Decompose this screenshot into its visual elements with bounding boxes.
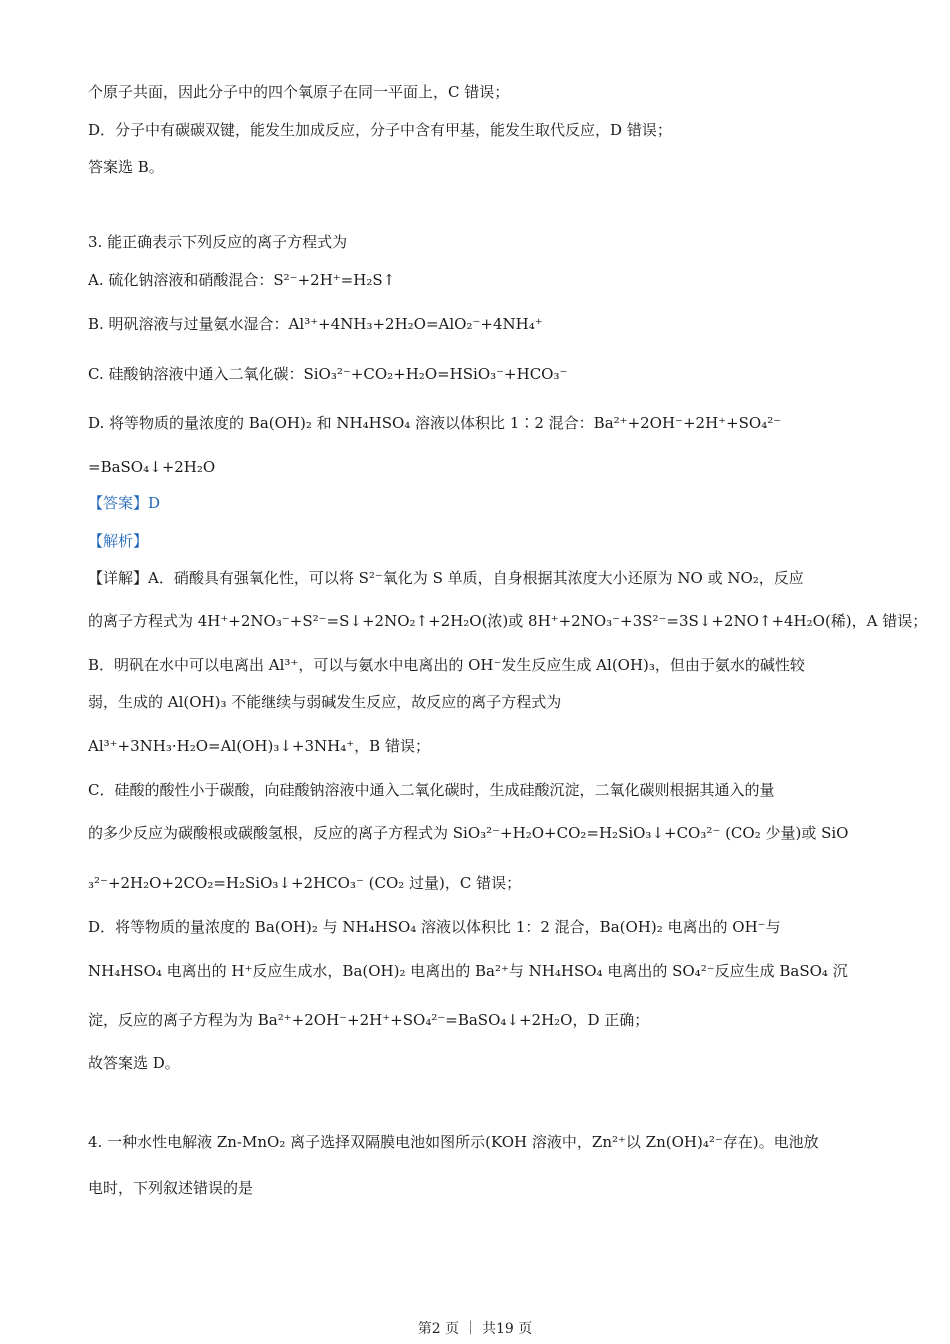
question-3-stem: 3. 能正确表示下列反应的离子方程式为 bbox=[88, 233, 348, 251]
analysis-tag: 【解析】 bbox=[88, 532, 149, 550]
text-line: 答案选 B。 bbox=[88, 158, 164, 176]
page-footer: 第2 页 ｜ 共19 页 bbox=[417, 1321, 533, 1337]
question-4-stem: 4. 一种水性电解液 Zn-MnO₂ 离子选择双隔膜电池如图所示(KOH 溶液中，Zn²⁺以 Zn(OH)₄²⁻存在)。电池放 bbox=[88, 1133, 819, 1151]
text-line: 个原子共面，因此分子中的四个氧原子在同一平面上，C 错误； bbox=[88, 83, 510, 101]
explanation-line: NH₄HSO₄ 电离出的 H⁺反应生成水，Ba(OH)₂ 电离出的 Ba²⁺与 NH₄HSO₄ 电离出的 SO₄²⁻反应生成 BaSO₄ 沉 bbox=[88, 962, 848, 980]
explanation-line: D．将等物质的量浓度的 Ba(OH)₂ 与 NH₄HSO₄ 溶液以体积比 1：2 混合，Ba(OH)₂ 电离出的 OH⁻与 bbox=[88, 918, 781, 936]
final-answer-line: 故答案选 D。 bbox=[88, 1054, 180, 1072]
question-4-stem-cont: 电时，下列叙述错误的是 bbox=[88, 1179, 254, 1197]
explanation-line: 淀，反应的离子方程为为 Ba²⁺+2OH⁻+2H⁺+SO₄²⁻=BaSO₄↓+2H₂O，D 正确； bbox=[88, 1011, 650, 1029]
question-3-option-b: B. 明矾溶液与过量氨水湿合：Al³⁺+4NH₃+2H₂O=AlO₂⁻+4NH₄⁺ bbox=[88, 315, 543, 333]
answer-tag: 【答案】D bbox=[88, 494, 161, 512]
explanation-line: 【详解】A．硝酸具有强氧化性，可以将 S²⁻氧化为 S 单质，自身根据其浓度大小还原为 NO 或 NO₂，反应 bbox=[88, 569, 804, 587]
explanation-line: ₃²⁻+2H₂O+2CO₂=H₂SiO₃↓+2HCO₃⁻ (CO₂ 过量)，C 错误； bbox=[88, 874, 522, 892]
question-3-option-d-cont: =BaSO₄↓+2H₂O bbox=[88, 458, 216, 476]
explanation-line: 的离子方程式为 4H⁺+2NO₃⁻+S²⁻=S↓+2NO₂↑+2H₂O(浓)或 8H⁺+2NO₃⁻+3S²⁻=3S↓+2NO↑+4H₂O(稀)，A 错误； bbox=[88, 612, 928, 630]
text-line: D．分子中有碳碳双键，能发生加成反应，分子中含有甲基，能发生取代反应，D 错误； bbox=[88, 121, 672, 139]
explanation-line: 的多少反应为碳酸根或碳酸氢根，反应的离子方程式为 SiO₃²⁻+H₂O+CO₂=H₂SiO₃↓+CO₃²⁻ (CO₂ 少量)或 SiO bbox=[88, 824, 849, 842]
explanation-line: 弱，生成的 Al(OH)₃ 不能继续与弱碱发生反应，故反应的离子方程式为 bbox=[88, 693, 562, 711]
explanation-line: Al³⁺+3NH₃·H₂O=Al(OH)₃↓+3NH₄⁺，B 错误； bbox=[88, 737, 430, 755]
explanation-line: B．明矾在水中可以电离出 Al³⁺，可以与氨水中电离出的 OH⁻发生反应生成 Al(OH)₃，但由于氨水的碱性较 bbox=[88, 656, 805, 674]
question-3-option-a: A. 硫化钠溶液和硝酸混合：S²⁻+2H⁺=H₂S↑ bbox=[88, 271, 396, 289]
question-3-option-d: D. 将等物质的量浓度的 Ba(OH)₂ 和 NH₄HSO₄ 溶液以体积比 1∶2 混合：Ba²⁺+2OH⁻+2H⁺+SO₄²⁻ bbox=[88, 414, 782, 432]
explanation-line: C．硅酸的酸性小于碳酸，向硅酸钠溶液中通入二氧化碳时，生成硅酸沉淀，二氧化碳则根据其通入的量 bbox=[88, 781, 775, 799]
question-3-option-c: C. 硅酸钠溶液中通入二氧化碳：SiO₃²⁻+CO₂+H₂O=HSiO₃⁻+HCO₃⁻ bbox=[88, 365, 568, 383]
